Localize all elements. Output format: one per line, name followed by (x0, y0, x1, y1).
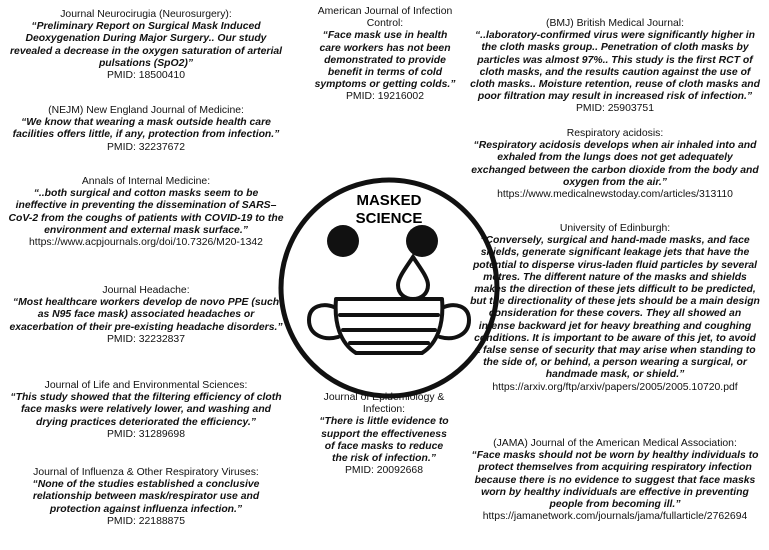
article-neurocirugia (8, 9, 284, 82)
right-eye-icon (406, 225, 438, 257)
article-source: (BMJ) British Medical Journal: (545, 18, 684, 29)
article-influenza (8, 467, 284, 528)
article-epidemiology (318, 392, 450, 477)
masked-science-emoji (276, 175, 502, 401)
article-respiratory-acidosis (470, 128, 760, 201)
article-quote: “This study showed that the filtering efficiency of cloth face masks were relatively lower, and washing and drying practices deteriorated the efficiency.” (10, 392, 282, 428)
article-bmj (470, 18, 760, 116)
article-quote: “..both surgical and cotton masks seem to be ineffective in preventing the dissemination of SARS–CoV-2 from the coughs of patients with COVID-19 to the environment and external mask surface.” (8, 188, 284, 236)
article-headache (8, 285, 284, 346)
article-jama (466, 438, 764, 523)
article-source: University of Edinburgh: (559, 223, 671, 234)
article-quote: “None of the studies established a conclusive relationship between mask/respirator use and protection against influenza infection.” (32, 479, 260, 515)
article-source: (NEJM) New England Journal of Medicine: (48, 105, 244, 116)
article-reference: PMID: 32237672 (107, 141, 185, 153)
article-reference: PMID: 20092668 (345, 465, 423, 477)
article-quote: “Face masks should not be worn by healthy individuals to protect themselves from acquiring respiratory infection because there is no evidence to suggest that face masks worn by healthy individuals are effective in preventing people from becoming ill.” (471, 450, 759, 511)
article-life-env-sciences (8, 380, 284, 441)
article-source: Respiratory acidosis: (566, 128, 664, 139)
article-reference: PMID: 18500410 (107, 70, 185, 82)
article-quote: “Conversely, surgical and hand-made masks, and face shields, generate significant leakage jets that have the potential to disperse virus-laden fluid particles by several metres. The different nature of the masks and shields makes the direction of these jets difficult to be predicted, but the directionality of these jets should be a main design consideration for these covers. They all showed an intense backward jet for heavy breathing and coughing conditions. It is important to be aware of this jet, to avoid a false sense of security that may arise when standing to the side of, or behind, a person wearing a surgical, or handmade mask, or shield.” (470, 235, 760, 381)
article-reference: https://www.acpjournals.org/doi/10.7326/M20-1342 (29, 237, 263, 249)
article-ajic (312, 6, 458, 104)
article-source: American Journal of Infection Control: (317, 6, 453, 30)
article-source: (JAMA) Journal of the American Medical Association: (493, 438, 737, 449)
emoji-title-line2: SCIENCE (355, 210, 423, 227)
article-reference: PMID: 19216002 (346, 91, 424, 103)
article-reference: PMID: 32232837 (107, 333, 185, 345)
article-quote: “Most healthcare workers develop de novo PPE (such as N95 face mask) associated headaches or exacerbation of their pre-existing headache disorders.” (9, 297, 283, 333)
left-eye-icon (327, 225, 359, 257)
article-reference: PMID: 25903751 (576, 103, 654, 115)
article-annals (8, 176, 284, 249)
article-source: Journal of Life and Environmental Sciences: (44, 380, 248, 391)
article-reference: PMID: 22188875 (107, 515, 185, 527)
article-quote: “There is little evidence to support the effectiveness of face masks to reduce the risk of infection.” (319, 416, 449, 465)
article-source: Journal of Influenza & Other Respiratory Viruses: (33, 467, 259, 478)
article-nejm (8, 105, 284, 154)
article-source: Annals of Internal Medicine: (81, 176, 211, 187)
emoji-title-line1: MASKED (356, 192, 422, 209)
article-quote: “..laboratory-confirmed virus were significantly higher in the cloth masks group.. Penetration of cloth masks by particles was almost 97%.. This study is the first RCT of cloth masks, and the results caution against the use of cloth masks.. Moisture retention, reuse of cloth masks and poor filtration may result in increased risk of infection.” (470, 30, 760, 103)
article-reference: https://arxiv.org/ftp/arxiv/papers/2005/2005.10720.pdf (492, 381, 738, 393)
article-reference: https://www.medicalnewstoday.com/articles/313110 (497, 189, 733, 201)
article-quote: “We know that wearing a mask outside health care facilities offers little, if any, protection from infection.” (12, 117, 280, 141)
article-edinburgh (470, 223, 760, 394)
article-quote: “Preliminary Report on Surgical Mask Induced Deoxygenation During Major Surgery.. Our study revealed a decrease in the oxygen saturation of arterial pulsations (SpO2)” (10, 21, 282, 69)
article-reference: https://jamanetwork.com/journals/jama/fullarticle/2762694 (482, 511, 748, 523)
article-source: Journal Neurocirugia (Neurosurgery): (60, 9, 232, 20)
article-source: Journal of Epidemiology & Infection: (323, 392, 445, 416)
article-source: Journal Headache: (102, 285, 190, 296)
article-quote: “Face mask use in health care workers has not been demonstrated to provide benefit in terms of cold symptoms or getting colds.” (314, 30, 456, 91)
article-reference: PMID: 31289698 (107, 428, 185, 440)
article-quote: “Respiratory acidosis develops when air inhaled into and exhaled from the lungs does not get adequately exchanged between the carbon dioxide from the body and oxygen from the air.” (471, 140, 759, 188)
